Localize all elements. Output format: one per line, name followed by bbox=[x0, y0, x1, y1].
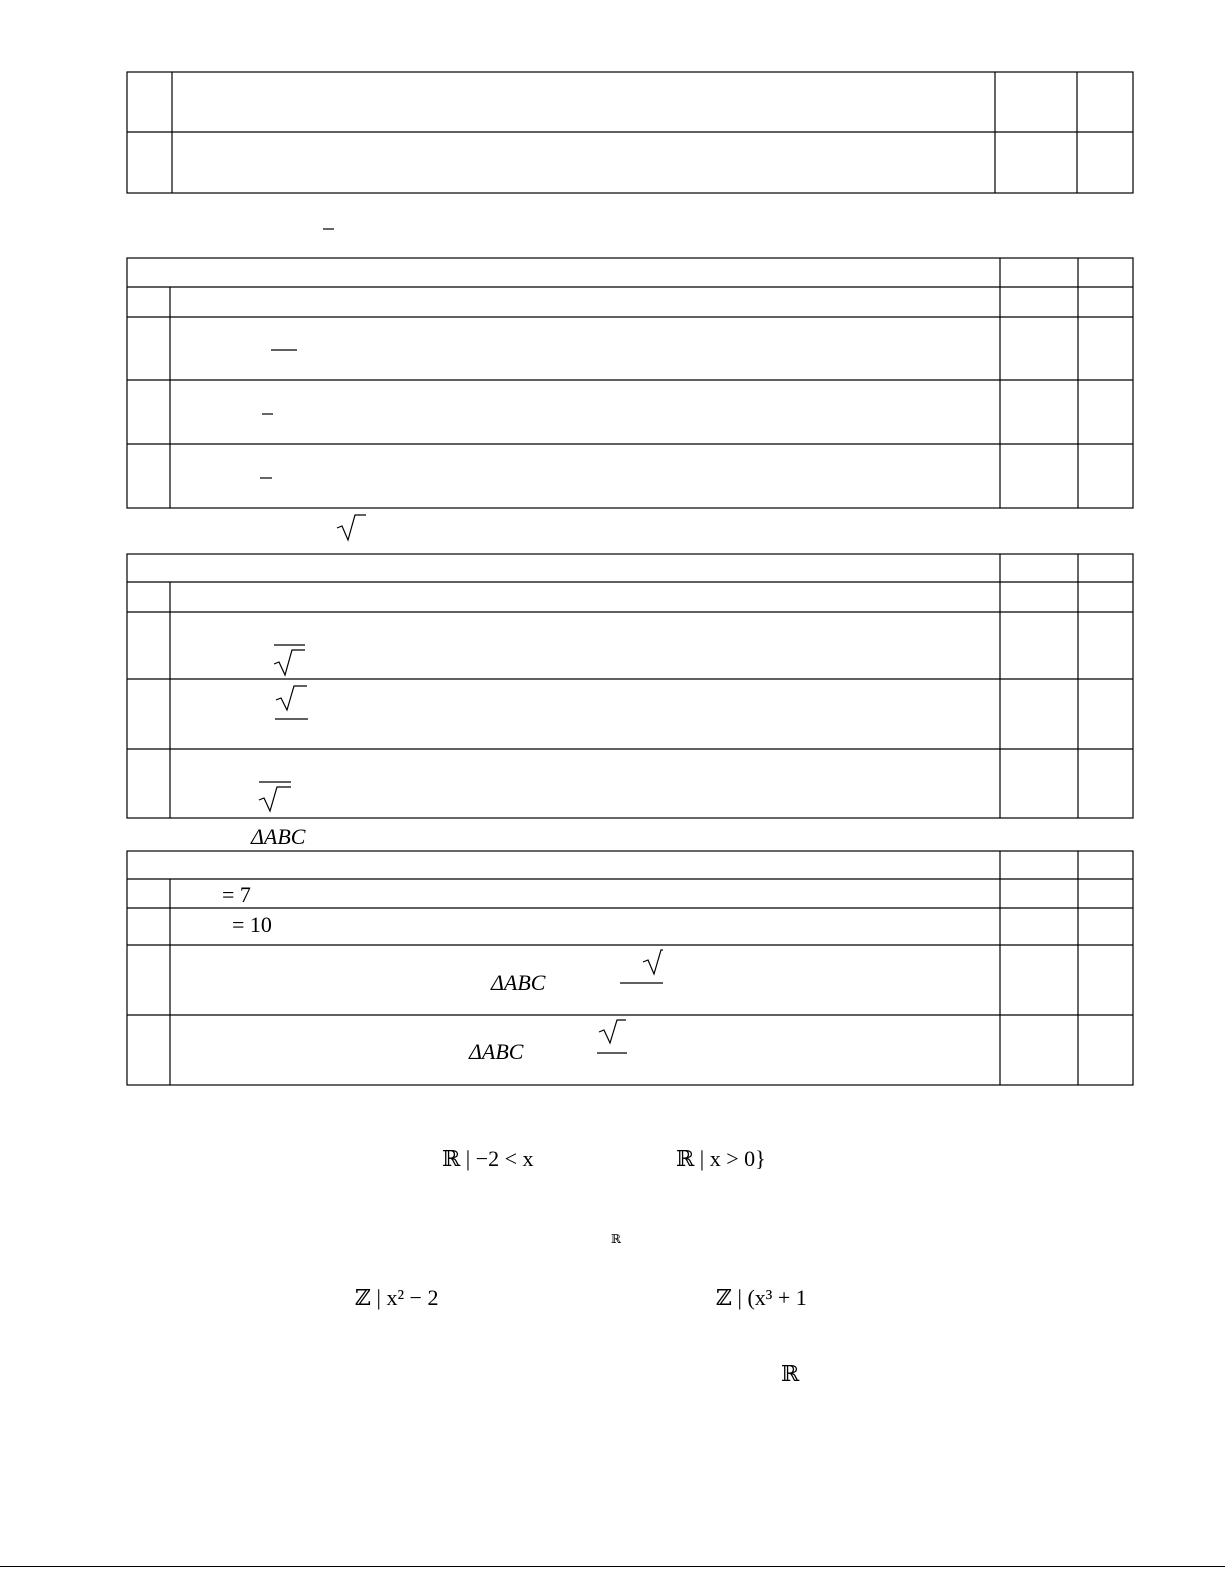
small-real-symbol: ℝ bbox=[611, 1232, 621, 1246]
triangle-label-heading: ΔABC bbox=[251, 824, 306, 849]
row-b-equation: = 7 bbox=[222, 882, 251, 907]
row-e-triangle-label: ΔABC bbox=[469, 1039, 524, 1064]
real-symbol: ℝ bbox=[781, 1361, 800, 1386]
set-a-left-fragment: ℝ | −2 < x bbox=[442, 1146, 534, 1171]
row-c-equation: = 10 bbox=[232, 912, 272, 937]
set-b-left-fragment: ℤ | x² − 2 bbox=[355, 1285, 439, 1310]
set-b-right-fragment: ℤ | (x³ + 1 bbox=[716, 1285, 807, 1310]
set-a-right-fragment: ℝ | x > 0} bbox=[676, 1146, 766, 1171]
page-bottom-rule bbox=[0, 1566, 1225, 1567]
row-d-triangle-label: ΔABC bbox=[491, 970, 546, 995]
